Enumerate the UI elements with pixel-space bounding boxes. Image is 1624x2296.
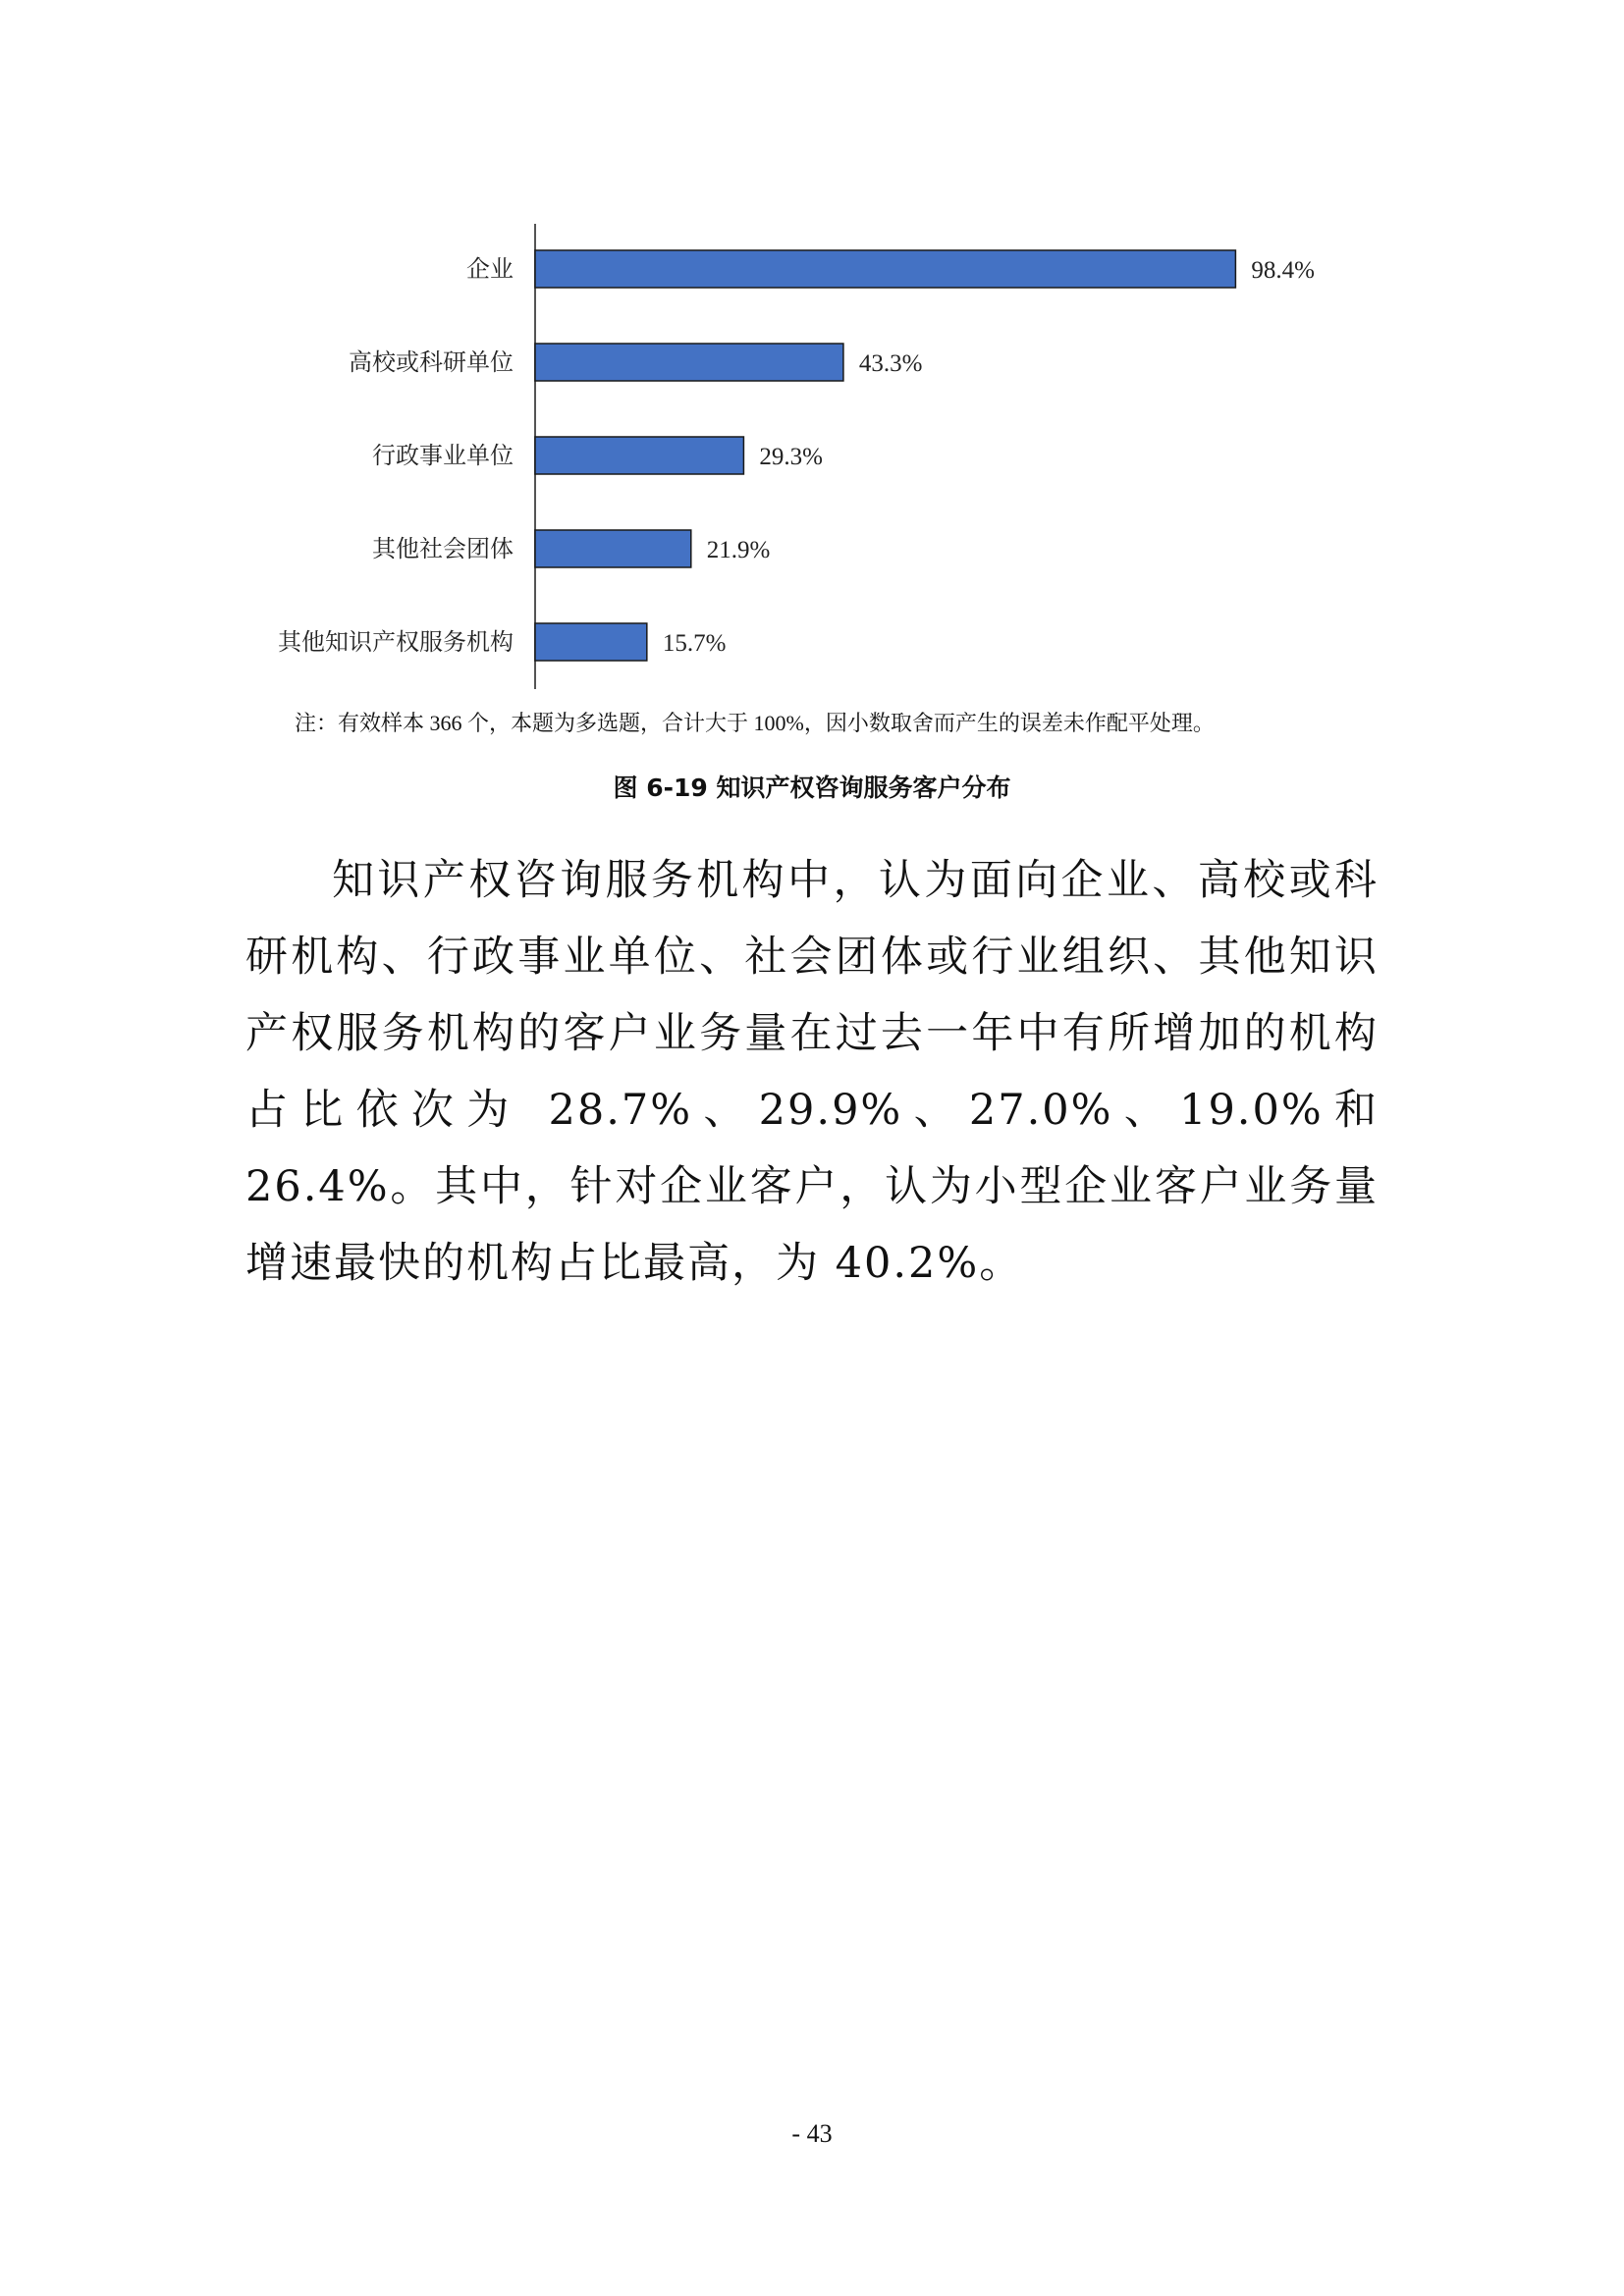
category-label-1: 高校或科研单位: [349, 348, 514, 376]
category-label-2: 行政事业单位: [372, 442, 514, 469]
bar-0: [535, 250, 1235, 288]
bar-1: [535, 344, 843, 381]
chart-note: 注：有效样本 366 个，本题为多选题，合计大于 100%，因小数取舍而产生的误差未作配平处理。: [295, 711, 1215, 735]
bar-3: [535, 530, 691, 567]
bar-2: [535, 437, 743, 474]
client-distribution-bar-chart: [0, 0, 1624, 707]
value-label-4: 15.7%: [662, 630, 727, 657]
category-label-4: 其他知识产权服务机构: [278, 628, 514, 656]
page-number: - 43: [791, 2119, 833, 2148]
body-paragraph: 知识产权咨询服务机构中，认为面向企业、高校或科研机构、行政事业单位、社会团体或行业组织、其他知识产权服务机构的客户业务量在过去一年中有所增加的机构占比依次为 28.7%、29.9%、27.0%、19.0%和 26.4%。其中，针对企业客户，认为小型企业客户业务量增速最快的机构占比最高，为 40.2%。: [245, 856, 1379, 1288]
value-label-2: 29.3%: [759, 444, 824, 470]
category-label-3: 其他社会团体: [372, 535, 514, 562]
bars-group: [278, 250, 1315, 661]
figure-caption: 图 6-19 知识产权咨询服务客户分布: [613, 774, 1011, 802]
category-label-0: 企业: [466, 255, 514, 283]
value-label-0: 98.4%: [1251, 257, 1315, 284]
bar-4: [535, 623, 647, 661]
value-label-1: 43.3%: [858, 350, 923, 377]
value-label-3: 21.9%: [706, 537, 771, 563]
